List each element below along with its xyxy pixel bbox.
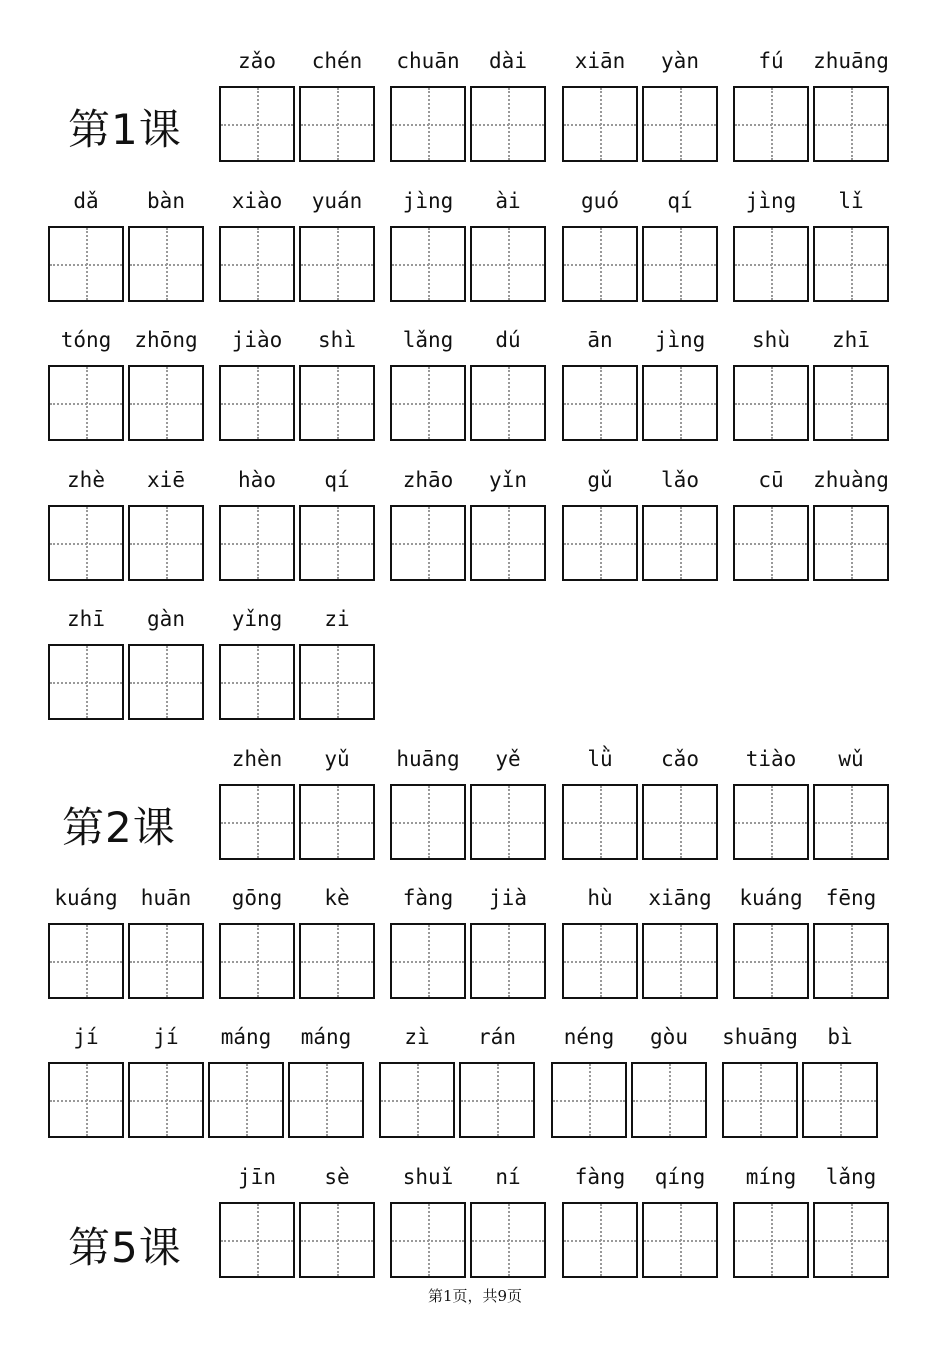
pinyin-label: kè: [324, 886, 350, 910]
writing-grid-cell[interactable]: [562, 226, 638, 302]
pinyin-label: rán: [478, 1025, 516, 1049]
writing-grid-cell[interactable]: [48, 1062, 124, 1138]
pinyin-label: máng: [220, 1025, 272, 1049]
writing-grid-cell[interactable]: [642, 923, 718, 999]
writing-grid-cell[interactable]: [128, 505, 204, 581]
writing-grid-cell[interactable]: [48, 644, 124, 720]
pinyin-label: huāng: [396, 747, 460, 771]
writing-grid-cell[interactable]: [299, 505, 375, 581]
pinyin-label: zhāo: [402, 468, 454, 492]
writing-grid-cell[interactable]: [390, 365, 466, 441]
writing-grid-cell[interactable]: [219, 923, 295, 999]
writing-grid-cell[interactable]: [128, 226, 204, 302]
pinyin-label: lǎo: [661, 468, 699, 492]
pinyin-label: bì: [827, 1025, 853, 1049]
pinyin-label: néng: [563, 1025, 615, 1049]
writing-grid-cell[interactable]: [562, 505, 638, 581]
writing-grid-cell[interactable]: [48, 923, 124, 999]
writing-grid-cell[interactable]: [48, 226, 124, 302]
pinyin-label: fēng: [825, 886, 877, 910]
writing-grid-cell[interactable]: [562, 365, 638, 441]
pinyin-label: lǎng: [825, 1165, 877, 1189]
pinyin-label: huān: [140, 886, 192, 910]
pinyin-label: zhōng: [134, 328, 198, 352]
pinyin-label: sè: [324, 1165, 350, 1189]
pinyin-label: lǐ: [838, 189, 864, 213]
pinyin-label: yuán: [311, 189, 363, 213]
pinyin-label: yě: [495, 747, 521, 771]
pinyin-label: zhī: [67, 607, 105, 631]
writing-grid-cell[interactable]: [642, 86, 718, 162]
pinyin-label: míng: [745, 1165, 797, 1189]
pinyin-label: xiào: [231, 189, 283, 213]
pinyin-label: ān: [587, 328, 613, 352]
pinyin-label: jīn: [238, 1165, 276, 1189]
pinyin-label: zhī: [832, 328, 870, 352]
pinyin-label: zǎo: [238, 49, 276, 73]
writing-grid-cell[interactable]: [390, 226, 466, 302]
writing-grid-cell[interactable]: [470, 365, 546, 441]
pinyin-label: qí: [324, 468, 350, 492]
writing-grid-cell[interactable]: [562, 784, 638, 860]
pinyin-label: jí: [153, 1025, 179, 1049]
writing-grid-cell[interactable]: [459, 1062, 535, 1138]
writing-grid-cell[interactable]: [379, 1062, 455, 1138]
pinyin-label: lǎng: [402, 328, 454, 352]
lesson-title: 第5课: [68, 1223, 182, 1272]
pinyin-label: kuáng: [739, 886, 803, 910]
writing-grid-cell[interactable]: [390, 86, 466, 162]
writing-grid-cell[interactable]: [390, 923, 466, 999]
writing-grid-cell[interactable]: [813, 226, 889, 302]
pinyin-label: chén: [311, 49, 363, 73]
pinyin-label: fú: [758, 49, 784, 73]
writing-grid-cell[interactable]: [733, 365, 809, 441]
pinyin-label: fàng: [402, 886, 454, 910]
writing-grid-cell[interactable]: [813, 784, 889, 860]
writing-grid-cell[interactable]: [299, 784, 375, 860]
writing-grid-cell[interactable]: [642, 1202, 718, 1278]
pinyin-label: gòu: [650, 1025, 688, 1049]
writing-grid-cell[interactable]: [562, 923, 638, 999]
writing-grid-cell[interactable]: [562, 86, 638, 162]
writing-grid-cell[interactable]: [219, 86, 295, 162]
writing-grid-cell[interactable]: [219, 784, 295, 860]
writing-grid-cell[interactable]: [299, 923, 375, 999]
pinyin-label: zhuàng: [813, 468, 889, 492]
pinyin-label: lǜ: [587, 747, 613, 771]
writing-grid-cell[interactable]: [470, 86, 546, 162]
pinyin-label: jìng: [654, 328, 706, 352]
pinyin-label: jìng: [402, 189, 454, 213]
writing-grid-cell[interactable]: [128, 644, 204, 720]
pinyin-label: gōng: [231, 886, 283, 910]
writing-grid-cell[interactable]: [733, 923, 809, 999]
pinyin-label: jìng: [745, 189, 797, 213]
writing-grid-cell[interactable]: [551, 1062, 627, 1138]
writing-grid-cell[interactable]: [219, 226, 295, 302]
pinyin-label: xiān: [574, 49, 626, 73]
pinyin-label: shì: [318, 328, 356, 352]
lesson-title: 第2课: [62, 803, 176, 852]
writing-grid-cell[interactable]: [562, 1202, 638, 1278]
writing-grid-cell[interactable]: [813, 86, 889, 162]
pinyin-label: jià: [489, 886, 527, 910]
writing-grid-cell[interactable]: [733, 505, 809, 581]
pinyin-label: tóng: [60, 328, 112, 352]
pinyin-label: hù: [587, 886, 613, 910]
pinyin-label: shuāng: [722, 1025, 798, 1049]
writing-grid-cell[interactable]: [219, 365, 295, 441]
writing-grid-cell[interactable]: [208, 1062, 284, 1138]
writing-grid-cell[interactable]: [48, 505, 124, 581]
writing-grid-cell[interactable]: [733, 784, 809, 860]
pinyin-label: yǐng: [231, 607, 283, 631]
pinyin-label: wǔ: [838, 747, 864, 771]
writing-grid-cell[interactable]: [642, 784, 718, 860]
pinyin-label: shuǐ: [402, 1165, 454, 1189]
writing-grid-cell[interactable]: [219, 505, 295, 581]
writing-grid-cell[interactable]: [299, 1202, 375, 1278]
pinyin-label: bàn: [147, 189, 185, 213]
pinyin-label: ài: [495, 189, 521, 213]
writing-grid-cell[interactable]: [299, 644, 375, 720]
writing-grid-cell[interactable]: [470, 1202, 546, 1278]
pinyin-label: xiāng: [648, 886, 712, 910]
pinyin-label: jí: [73, 1025, 99, 1049]
writing-grid-cell[interactable]: [48, 365, 124, 441]
pinyin-label: máng: [300, 1025, 352, 1049]
pinyin-label: zi: [324, 607, 350, 631]
writing-grid-cell[interactable]: [390, 1202, 466, 1278]
writing-grid-cell[interactable]: [470, 784, 546, 860]
pinyin-label: dǎ: [73, 189, 99, 213]
pinyin-label: zhè: [67, 468, 105, 492]
writing-grid-cell[interactable]: [642, 365, 718, 441]
pinyin-label: cū: [758, 468, 784, 492]
writing-grid-cell[interactable]: [631, 1062, 707, 1138]
pinyin-label: gàn: [147, 607, 185, 631]
pinyin-label: zhuāng: [813, 49, 889, 73]
writing-grid-cell[interactable]: [470, 505, 546, 581]
writing-grid-cell[interactable]: [813, 923, 889, 999]
writing-grid-cell[interactable]: [642, 226, 718, 302]
writing-grid-cell[interactable]: [299, 365, 375, 441]
pinyin-label: ní: [495, 1165, 521, 1189]
writing-grid-cell[interactable]: [733, 86, 809, 162]
pinyin-label: fàng: [574, 1165, 626, 1189]
pinyin-label: zhèn: [231, 747, 283, 771]
writing-grid-cell[interactable]: [813, 1202, 889, 1278]
pinyin-label: jiào: [231, 328, 283, 352]
writing-grid-cell[interactable]: [299, 86, 375, 162]
lesson-title: 第1课: [68, 105, 182, 154]
pinyin-label: yǔ: [324, 747, 350, 771]
writing-grid-cell[interactable]: [802, 1062, 878, 1138]
writing-grid-cell[interactable]: [128, 1062, 204, 1138]
writing-grid-cell[interactable]: [470, 226, 546, 302]
writing-grid-cell[interactable]: [128, 365, 204, 441]
writing-grid-cell[interactable]: [470, 923, 546, 999]
writing-grid-cell[interactable]: [813, 505, 889, 581]
writing-grid-cell[interactable]: [733, 226, 809, 302]
pinyin-label: dài: [489, 49, 527, 73]
pinyin-label: hào: [238, 468, 276, 492]
writing-grid-cell[interactable]: [390, 505, 466, 581]
writing-grid-cell[interactable]: [288, 1062, 364, 1138]
pinyin-label: shù: [752, 328, 790, 352]
pinyin-label: zì: [404, 1025, 430, 1049]
writing-grid-cell[interactable]: [390, 784, 466, 860]
pinyin-label: tiào: [745, 747, 797, 771]
pinyin-label: cǎo: [661, 747, 699, 771]
writing-grid-cell[interactable]: [219, 1202, 295, 1278]
writing-grid-cell[interactable]: [813, 365, 889, 441]
writing-grid-cell[interactable]: [722, 1062, 798, 1138]
pinyin-label: yǐn: [489, 468, 527, 492]
pinyin-label: yàn: [661, 49, 699, 73]
pinyin-label: chuān: [396, 49, 460, 73]
pinyin-label: xiē: [147, 468, 185, 492]
writing-grid-cell[interactable]: [299, 226, 375, 302]
pinyin-label: dú: [495, 328, 521, 352]
pinyin-label: guó: [581, 189, 619, 213]
writing-grid-cell[interactable]: [733, 1202, 809, 1278]
page-footer: 第1页，共9页: [427, 1287, 523, 1305]
writing-grid-cell[interactable]: [219, 644, 295, 720]
pinyin-label: qí: [667, 189, 693, 213]
pinyin-label: qíng: [654, 1165, 706, 1189]
pinyin-label: kuáng: [54, 886, 118, 910]
writing-grid-cell[interactable]: [642, 505, 718, 581]
pinyin-label: gǔ: [587, 468, 613, 492]
writing-grid-cell[interactable]: [128, 923, 204, 999]
